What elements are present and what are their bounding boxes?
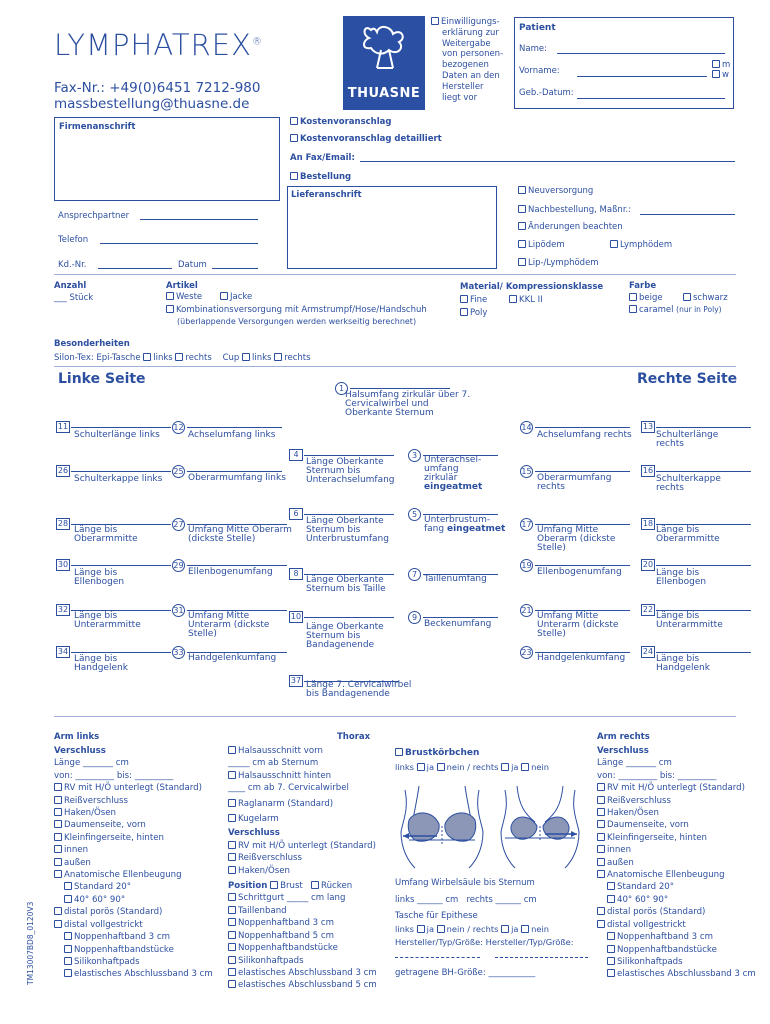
lymph-option[interactable]: Lymphödem: [610, 240, 672, 250]
measure-number-20: 20: [642, 560, 654, 569]
arm-links-option-1[interactable]: Reißverschluss: [54, 795, 213, 807]
measure-label-23: Handgelenkumfang: [537, 653, 626, 663]
arm-rechts-band-2[interactable]: Silikonhaftpads: [597, 956, 756, 968]
measure-number-1: 1: [335, 382, 348, 395]
hersteller-row: Hersteller/Typ/Größe: Hersteller/Typ/Größe:: [395, 937, 574, 947]
measure-label-8: Länge Oberkante Sternum bis Taille: [306, 575, 386, 594]
thorax-band-3[interactable]: Silikonhaftpads: [228, 955, 377, 967]
kd-field[interactable]: [98, 268, 172, 269]
distpor-option-r[interactable]: distal porös (Standard): [597, 906, 756, 918]
thorax-title: Thorax: [337, 732, 371, 742]
brust-row: links ja nein / rechts ja nein: [395, 762, 550, 772]
measure-field-24[interactable]: [656, 652, 751, 653]
measure-number-18: 18: [642, 519, 654, 528]
measure-label-33: Handgelenkumfang: [188, 653, 277, 663]
von-bis-field-r[interactable]: von: _________ bis: _________: [597, 770, 717, 781]
measure-label-30: Länge bis Ellenbogen: [74, 568, 125, 587]
measure-field-1[interactable]: [350, 388, 450, 389]
arm-links-option-7[interactable]: Anatomische Ellenbeugung: [54, 869, 213, 881]
hersteller-field-left[interactable]: [395, 957, 480, 958]
measure-number-24: 24: [642, 647, 654, 656]
measure-field-25[interactable]: [187, 471, 282, 472]
th-rv-option[interactable]: RV mit H/Ö unterlegt (Standard): [228, 840, 377, 852]
hals-h-cm-field[interactable]: ____ cm ab 7. Cervicalwirbel: [228, 783, 349, 794]
measure-label-28: Länge bis Oberarmmitte: [74, 525, 138, 544]
measure-label-7: Taillenumfang: [424, 574, 487, 584]
tasche-rechts-ja[interactable]: [501, 925, 509, 933]
liplymph-option[interactable]: Lip-/Lymphödem: [518, 258, 599, 268]
std20-option[interactable]: Standard 20°: [54, 881, 213, 893]
measure-number-7: 7: [408, 568, 421, 581]
measure-label-37: Länge 7. Cervicalwirbel bis Bandagenende: [306, 680, 412, 699]
measure-number-34: 34: [57, 647, 69, 656]
measure-number-31: 31: [173, 606, 184, 615]
deg-options-r[interactable]: 40° 60° 90°: [597, 894, 756, 906]
material-label: Material/ Kompressionsklasse: [460, 282, 604, 292]
form-code: TM13007BD8_0120V3: [26, 901, 35, 985]
measure-number-25: 25: [173, 467, 184, 476]
measure-number-4: 4: [289, 449, 303, 461]
measure-number-26: 26: [57, 466, 69, 475]
measure-number-17: 17: [521, 520, 532, 529]
brust-title[interactable]: Brustkörbchen: [395, 748, 479, 758]
kombi-note: (überlappende Versorgungen werden werkseitig berechnet): [177, 317, 417, 326]
left-side-title: Linke Seite: [58, 371, 146, 387]
measure-label-15: Oberarmumfang rechts: [537, 473, 612, 492]
besonder-row: Silon-Tex: Epi-Tasche links rechts Cup links rechts: [54, 353, 311, 363]
laenge-field-r[interactable]: Länge _______ cm: [597, 758, 672, 769]
thorax-column: Halsausschnitt vorn _____ cm ab Sternum Halsausschnitt hinten ____ cm ab 7. Cervicalwirbel Raglanarm (Standard) Kugelarm Verschluss RV mit H/Ö unterlegt (Standard) Reißverschluss Haken/Ösen Position Brust Rücken Schrittgurt _____ cm lang Taillenband Noppenhaftband 3 cm Noppenhaftband 5 cm Noppenhaftbandstücke Silikonhaftpads elastisches Abschlussband 3 cm elastisches Abschlussband 5 cm: [228, 746, 377, 991]
arm-rechts-option-4[interactable]: Kleinfingerseite, hinten: [597, 832, 756, 844]
thorax-band-1[interactable]: Noppenhaftband 5 cm: [228, 930, 377, 942]
measure-number-6: 6: [289, 508, 303, 520]
measure-number-30: 30: [57, 560, 69, 569]
patient-vorname-label: Vorname:: [519, 66, 560, 76]
measure-label-16: Schulterkappe rechts: [656, 474, 721, 493]
cup-rechts-checkbox[interactable]: [274, 353, 282, 361]
hersteller-field-right[interactable]: [495, 957, 588, 958]
arm-rechts-column: Verschluss Länge _______ cm von: _________ bis: _________ RV mit H/Ö unterlegt (Standard) Reißverschluss Haken/Ösen Daumenseite, vorn Kleinfingerseite, hinten innen außen Anatomische Ellenbeugung Standard 20° 40° 60° 90° distal porös (Standard) distal vollgestrickt Noppenhaftband 3 cm Noppenhaftbandstücke Silikonhaftpads elastisches Abschlussband 3 cm: [597, 746, 756, 980]
date-field[interactable]: [212, 268, 258, 269]
tasche-row: links ja nein / rechts ja nein: [395, 924, 550, 934]
pos-ruecken-checkbox[interactable]: [311, 881, 319, 889]
contact-field[interactable]: [140, 219, 258, 220]
schwarz-option[interactable]: schwarz: [683, 293, 728, 303]
arm-rechts-option-2[interactable]: Haken/Ösen: [597, 807, 756, 819]
arm-rechts-band-3[interactable]: elastisches Abschlussband 3 cm: [597, 968, 756, 980]
taille-option[interactable]: Taillenband: [228, 905, 377, 917]
arm-rechts-option-5[interactable]: innen: [597, 844, 756, 856]
tasche-links-nein[interactable]: [437, 925, 445, 933]
measure-number-8: 8: [289, 568, 303, 580]
measure-label-6: Länge Oberkante Sternum bis Unterbrustumfang: [306, 516, 389, 544]
measure-number-9: 9: [408, 611, 421, 624]
measure-field-15[interactable]: [535, 471, 630, 472]
measure-label-17: Umfang Mitte Oberarm (dickste Stelle): [537, 525, 616, 553]
measure-field-12[interactable]: [187, 427, 282, 428]
patient-geb-field[interactable]: [577, 98, 725, 99]
arm-rechts-option-6[interactable]: außen: [597, 857, 756, 869]
hals-h-option[interactable]: Halsausschnitt hinten: [228, 770, 377, 782]
cup-links-checkbox[interactable]: [242, 353, 250, 361]
stueck-field[interactable]: ___ Stück: [54, 293, 94, 303]
fax-email-field[interactable]: [360, 161, 735, 162]
arm-links-band-0[interactable]: Noppenhaftband 3 cm: [54, 931, 213, 943]
measure-field-26[interactable]: [71, 471, 171, 472]
arm-rechts-option-1[interactable]: Reißverschluss: [597, 795, 756, 807]
measure-number-22: 22: [642, 605, 654, 614]
brust-rechts-ja[interactable]: [501, 763, 509, 771]
arm-links-option-3[interactable]: Daumenseite, vorn: [54, 819, 213, 831]
distpor-option[interactable]: distal porös (Standard): [54, 906, 213, 918]
measure-field-10[interactable]: [304, 617, 394, 618]
thorax-band-0[interactable]: Noppenhaftband 3 cm: [228, 917, 377, 929]
measure-label-22: Länge bis Unterarmmitte: [656, 611, 723, 630]
measure-number-27: 27: [173, 520, 184, 529]
patient-geb-label: Geb.-Datum:: [519, 88, 574, 98]
measure-field-16[interactable]: [656, 471, 751, 472]
patient-title: Patient: [519, 23, 556, 33]
arm-rechts-band-1[interactable]: Noppenhaftbandstücke: [597, 944, 756, 956]
gender-m[interactable]: m: [712, 60, 730, 70]
arm-rechts-option-0[interactable]: RV mit H/Ö unterlegt (Standard): [597, 782, 756, 794]
arm-rechts-title: Arm rechts: [597, 732, 650, 742]
epi-rechts-checkbox[interactable]: [175, 353, 183, 361]
weste-option[interactable]: Weste: [166, 292, 202, 302]
hals-cm-field[interactable]: _____ cm ab Sternum: [228, 758, 319, 769]
schritt-option[interactable]: Schrittgurt _____ cm lang: [228, 892, 377, 904]
measure-field-4[interactable]: [304, 455, 394, 456]
epi-links-checkbox[interactable]: [143, 353, 151, 361]
patient-box: [514, 17, 734, 109]
kugel-option[interactable]: Kugelarm: [228, 813, 377, 825]
measure-field-14[interactable]: [535, 427, 630, 428]
von-bis-field[interactable]: von: _________ bis: _________: [54, 770, 174, 781]
measure-label-19: Ellenbogenumfang: [537, 567, 622, 577]
brand-logo: LYMPHATREX®: [54, 28, 263, 62]
arm-rechts-option-7[interactable]: Anatomische Ellenbeugung: [597, 869, 756, 881]
beige-option[interactable]: beige: [629, 293, 663, 303]
pos-brust-checkbox[interactable]: [270, 881, 278, 889]
measure-label-18: Länge bis Oberarmmitte: [656, 525, 720, 544]
measure-label-13: Schulterlänge rechts: [656, 430, 719, 449]
fax-number: Fax-Nr.: +49(0)6451 7212-980: [54, 80, 261, 96]
thorax-band-2[interactable]: Noppenhaftbandstücke: [228, 942, 377, 954]
std20-option-r[interactable]: Standard 20°: [597, 881, 756, 893]
measure-field-30[interactable]: [71, 565, 171, 566]
phone-label: Telefon: [58, 235, 89, 245]
phone-field[interactable]: [100, 243, 258, 244]
measure-number-32: 32: [57, 605, 69, 614]
kombi-option[interactable]: Kombinationsversorgung mit Armstrumpf/Hose/Handschuh: [166, 305, 427, 315]
jacke-option[interactable]: Jacke: [220, 292, 252, 302]
kv-option[interactable]: Kostenvoranschlag: [290, 117, 391, 127]
date-label: Datum: [178, 260, 207, 270]
hals-option[interactable]: Halsausschnitt vorn: [228, 745, 377, 757]
firm-address-box[interactable]: [54, 117, 280, 201]
distvoll-option[interactable]: distal vollgestrickt: [54, 919, 213, 931]
arm-links-band-3[interactable]: elastisches Abschlussband 3 cm: [54, 968, 213, 980]
bh-field[interactable]: getragene BH-Größe: ___________: [395, 968, 536, 978]
brust-links-nein[interactable]: [437, 763, 445, 771]
measure-label-26: Schulterkappe links: [74, 474, 163, 484]
measure-label-20: Länge bis Ellenbogen: [656, 568, 707, 587]
measure-number-21: 21: [521, 606, 532, 615]
th-haken-option[interactable]: Haken/Ösen: [228, 865, 377, 877]
umfang-fields[interactable]: links ______ cm rechts ______ cm: [395, 895, 537, 905]
measure-number-16: 16: [642, 466, 654, 475]
arm-links-title: Arm links: [54, 732, 100, 742]
poly-option[interactable]: Poly: [460, 308, 487, 318]
umfang-label: Umfang Wirbelsäule bis Sternum: [395, 878, 535, 888]
kvd-option[interactable]: Kostenvoranschlag detailliert: [290, 134, 442, 144]
measure-number-5: 5: [408, 508, 421, 521]
measure-field-20[interactable]: [656, 565, 751, 566]
measure-label-29: Ellenbogenumfang: [188, 567, 273, 577]
divider: [54, 716, 736, 717]
measure-field-29[interactable]: [187, 565, 287, 566]
raglan-option[interactable]: Raglanarm (Standard): [228, 798, 377, 810]
email-address: massbestellung@thuasne.de: [54, 96, 250, 112]
besonder-label: Besonderheiten: [54, 339, 130, 349]
measure-label-9: Beckenumfang: [424, 619, 492, 629]
neu-option[interactable]: Neuversorgung: [518, 186, 593, 196]
measure-label-31: Umfang Mitte Unterarm (dickste Stelle): [188, 611, 270, 639]
nach-field[interactable]: [640, 214, 735, 215]
aend-option[interactable]: Änderungen beachten: [518, 222, 623, 232]
arm-rechts-option-3[interactable]: Daumenseite, vorn: [597, 819, 756, 831]
arm-links-column: Verschluss Länge _______ cm von: _________ bis: _________ RV mit H/Ö unterlegt (Standard) Reißverschluss Haken/Ösen Daumenseite, vorn Kleinfingerseite, hinten innen außen Anatomische Ellenbeugung Standard 20° 40° 60° 90° distal porös (Standard) distal vollgestrickt Noppenhaftband 3 cm Noppenhaftbandstücke Silikonhaftpads elastisches Abschlussband 3 cm: [54, 746, 213, 980]
measure-label-24: Länge bis Handgelenk: [656, 654, 710, 673]
measure-label-27: Umfang Mitte Oberarm (dickste Stelle): [188, 525, 292, 544]
logo-text: THUASNE: [347, 86, 421, 101]
thorax-band-4[interactable]: elastisches Abschlussband 3 cm: [228, 967, 377, 979]
measure-number-19: 19: [521, 561, 532, 570]
patient-vorname-field[interactable]: [577, 76, 707, 77]
thorax-band-5[interactable]: elastisches Abschlussband 5 cm: [228, 979, 377, 991]
consent-checkbox[interactable]: [431, 17, 439, 25]
arm-links-option-0[interactable]: RV mit H/Ö unterlegt (Standard): [54, 782, 213, 794]
arm-rechts-band-0[interactable]: Noppenhaftband 3 cm: [597, 931, 756, 943]
measure-label-4: Länge Oberkante Sternum bis Unterachselumfang: [306, 457, 395, 485]
measure-label-1: Halsumfang zirkulär über 7. Cervicalwirbel und Oberkante Sternum: [345, 390, 471, 418]
bestellung-option[interactable]: Bestellung: [290, 172, 351, 182]
deg-options[interactable]: 40° 60° 90°: [54, 894, 213, 906]
measure-number-23: 23: [521, 648, 532, 657]
measure-number-14: 14: [521, 423, 532, 432]
tasche-label: Tasche für Epithese: [395, 911, 478, 921]
fine-option[interactable]: Fine: [460, 295, 487, 305]
kkl-option[interactable]: KKL II: [509, 295, 543, 305]
arm-links-option-4[interactable]: Kleinfingerseite, hinten: [54, 832, 213, 844]
contact-label: Ansprechpartner: [58, 211, 130, 221]
fax-email-label: An Fax/Email:: [290, 153, 355, 163]
measure-number-13: 13: [642, 422, 654, 431]
measure-number-29: 29: [173, 561, 184, 570]
consent-block: Einwilligungs- erklärung zur Weitergabe von personen- bezogenen Daten an den Hersteller liegt vor: [431, 17, 511, 103]
caramel-option[interactable]: caramel (nur in Poly): [629, 305, 722, 315]
gender-w[interactable]: w: [712, 70, 729, 80]
measure-label-21: Umfang Mitte Unterarm (dickste Stelle): [537, 611, 619, 639]
thuasne-logo: [343, 16, 425, 110]
divider: [54, 366, 736, 367]
delivery-address-box[interactable]: [287, 186, 497, 269]
patient-name-field[interactable]: [557, 53, 725, 54]
measure-number-15: 15: [521, 467, 532, 476]
brust-rechts-nein[interactable]: [521, 763, 529, 771]
anzahl-label: Anzahl: [54, 281, 87, 291]
measure-number-12: 12: [173, 423, 184, 432]
measure-label-32: Länge bis Unterarmmitte: [74, 611, 141, 630]
divider: [54, 274, 736, 275]
delivery-title: Lieferanschrift: [291, 190, 362, 200]
measure-field-11[interactable]: [71, 427, 171, 428]
laenge-field[interactable]: Länge _______ cm: [54, 758, 129, 769]
arm-links-band-2[interactable]: Silikonhaftpads: [54, 956, 213, 968]
measure-number-11: 11: [57, 422, 69, 431]
measure-number-28: 28: [57, 519, 69, 528]
measure-label-5: Unterbrustum- fang eingeatmet: [424, 515, 506, 534]
distvoll-option-r[interactable]: distal vollgestrickt: [597, 919, 756, 931]
measure-label-12: Achselumfang links: [188, 430, 276, 440]
bra-illustration: [395, 780, 585, 870]
measure-number-10: 10: [290, 612, 302, 621]
kd-label: Kd.-Nr.: [58, 260, 87, 270]
arm-links-option-6[interactable]: außen: [54, 857, 213, 869]
measure-field-19[interactable]: [535, 565, 630, 566]
brust-links-ja[interactable]: [417, 763, 425, 771]
right-side-title: Rechte Seite: [637, 371, 738, 387]
measure-label-11: Schulterlänge links: [74, 430, 160, 440]
angel-emblem-icon: [343, 16, 425, 86]
measure-label-3: Unterachsel- umfang zirkulär eingeatmet: [424, 455, 483, 492]
firm-title: Firmenanschrift: [59, 122, 136, 132]
arm-links-band-1[interactable]: Noppenhaftbandstücke: [54, 944, 213, 956]
arm-links-option-2[interactable]: Haken/Ösen: [54, 807, 213, 819]
measure-label-34: Länge bis Handgelenk: [74, 654, 128, 673]
measure-label-14: Achselumfang rechts: [537, 430, 632, 440]
arm-links-option-5[interactable]: innen: [54, 844, 213, 856]
measure-number-3: 3: [408, 449, 421, 462]
measure-field-9[interactable]: [423, 617, 498, 618]
nach-option[interactable]: Nachbestellung, Maßnr.:: [518, 205, 631, 215]
th-reiss-option[interactable]: Reißverschluss: [228, 852, 377, 864]
artikel-label: Artikel: [166, 281, 198, 291]
tasche-links-ja[interactable]: [417, 925, 425, 933]
farbe-label: Farbe: [629, 281, 657, 291]
lip-option[interactable]: Lipödem: [518, 240, 565, 250]
measure-label-25: Oberarmumfang links: [188, 473, 286, 483]
measure-number-37: 37: [290, 676, 302, 685]
measure-label-10: Länge Oberkante Sternum bis Bandagenende: [306, 622, 384, 650]
measure-field-6[interactable]: [304, 514, 394, 515]
patient-name-label: Name:: [519, 44, 547, 54]
tasche-rechts-nein[interactable]: [521, 925, 529, 933]
measure-field-13[interactable]: [656, 427, 751, 428]
measure-field-34[interactable]: [71, 652, 171, 653]
measure-number-33: 33: [173, 648, 184, 657]
